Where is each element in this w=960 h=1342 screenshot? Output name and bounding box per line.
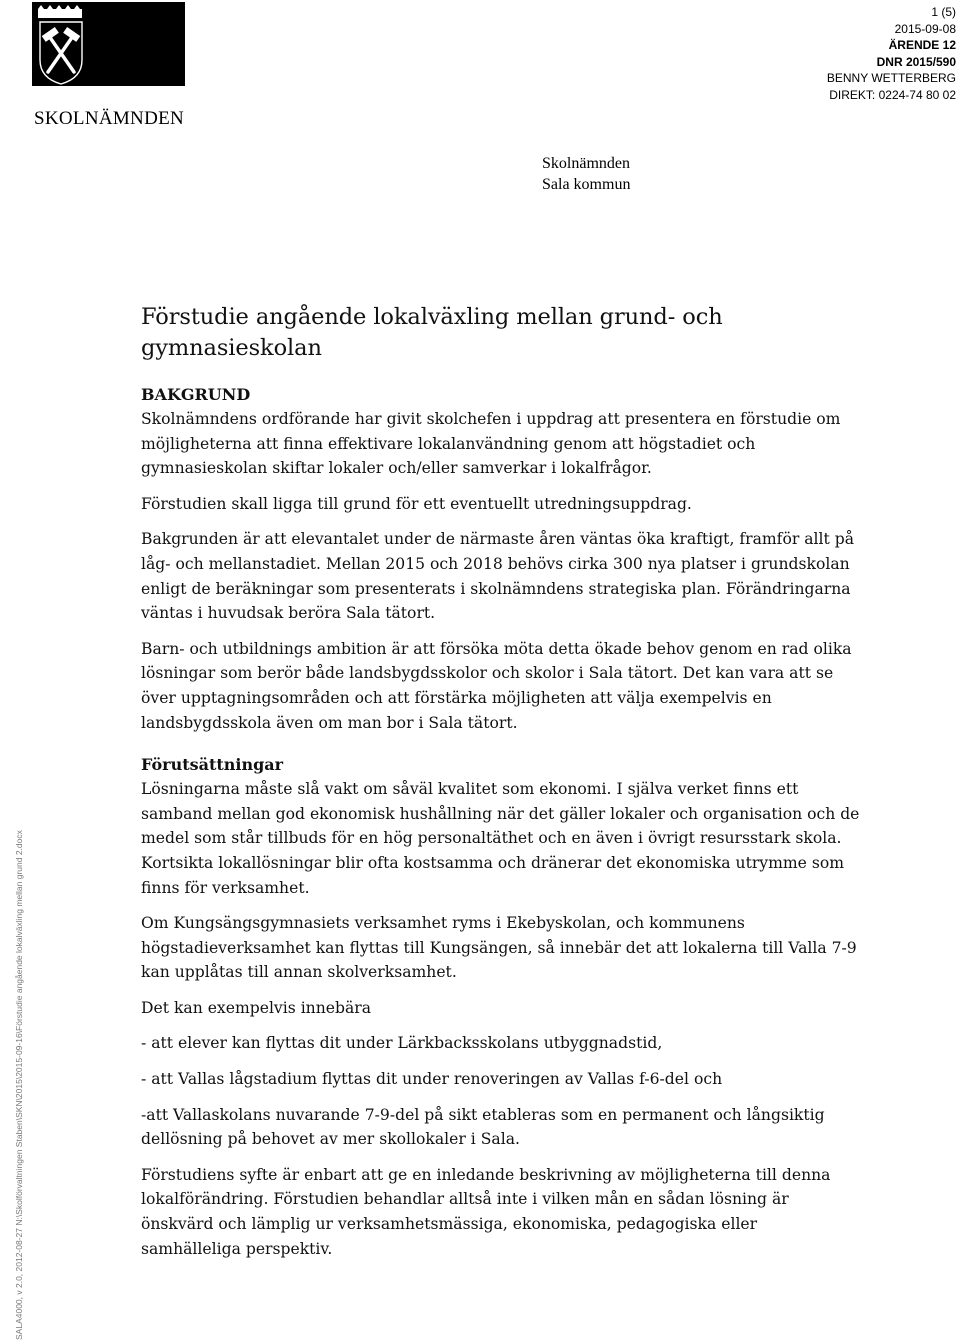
document-body xyxy=(141,383,861,1272)
paragraph: Det kan exempelvis innebära xyxy=(141,998,372,1017)
paragraph: Barn- och utbildnings ambition är att försöka möta detta ökade behov genom en rad olika lösningar som berör både landsbygdsskolor och skolor i Sala tätort. Det kan vara att se över upptagningsområden och att förstärka möjligheten att välja exempelvis en landsbygdsskola även om man bor i Sala tätort. xyxy=(141,639,852,732)
paragraph: Lösningarna måste slå vakt om såväl kvalitet som ekonomi. I själva verket finns ett samband mellan god ekonomisk hushållning när det gäller lokaler och organisation och de medel som står tillbuds för en hög personaltäthet och en även i övrigt resursstark skola. Kortsikta lokallösningar blir ofta kostsamma och dränerar det ekonomiska utrymme som finns för verksamhet. xyxy=(141,780,860,897)
recipient-address xyxy=(542,153,630,195)
document-title: Förstudie angående lokalväxling mellan grund- och gymnasieskolan xyxy=(141,304,723,361)
paragraph: Förstudien skall ligga till grund för ett eventuellt utredningsuppdrag. xyxy=(141,494,692,513)
list-item: - att Vallas lågstadium flyttas dit under renoveringen av Vallas f-6-del och xyxy=(141,1070,723,1089)
direct-phone: DIREKT: 0224-74 80 02 xyxy=(829,87,956,102)
paragraph: Skolnämndens ordförande har givit skolchefen i uppdrag att presentera en förstudie om möjligheterna att finna effektivare lokalanvändning genom att högstadiet och gymnasieskolan skiftar lokaler och/eller samverkar i lokalfrågor. xyxy=(141,410,841,478)
section-heading-conditions: Förutsättningar xyxy=(141,755,284,775)
document-date: 2015-09-08 xyxy=(894,21,956,36)
reference-number: DNR 2015/590 xyxy=(876,54,956,69)
crossed-hammers-coat-of-arms-icon xyxy=(32,2,185,86)
document-metadata xyxy=(827,4,956,103)
page-number: 1 (5) xyxy=(931,5,956,19)
list-item: -att Vallaskolans nuvarande 7-9-del på sikt etableras som en permanent och långsiktig dellösning på behovet av mer skollokaler i Sala. xyxy=(141,1105,825,1149)
paragraph: Förstudiens syfte är enbart att ge en inledande beskrivning av möjligheterna till denna lokalförändring. Förstudien behandlar alltså inte i vilken mån en sådan lösning är önskvärd och lämplig ur verksamhetsmässiga, ekonomiska, pedagogiska eller samhälleliga perspektiv. xyxy=(141,1165,831,1258)
section-heading-background: BAKGRUND xyxy=(141,385,251,404)
municipal-logo xyxy=(32,2,185,86)
recipient-line-2: Sala kommun xyxy=(542,176,631,193)
template-file-path: SALA4000, v 2.0, 2012-08-27 N:\Skolförvaltningen Staben\SKN\2015\2015-09-16\Förstudie angående lokalväxling mellan grund 2.docx xyxy=(14,830,24,1340)
author-name: BENNY WETTERBERG xyxy=(826,71,956,85)
recipient-line-1: Skolnämnden xyxy=(542,155,630,172)
list-item: - att elever kan flyttas dit under Lärkbacksskolans utbyggnadstid, xyxy=(141,1034,663,1053)
agenda-item: ÄRENDE 12 xyxy=(888,38,956,52)
paragraph: Bakgrunden är att elevantalet under de närmaste åren väntas öka kraftigt, framför allt på låg- och mellanstadiet. Mellan 2015 och 2018 behövs cirka 300 nya platser i grundskolan enligt de beräkningar som presenterats i skolnämndens strategiska plan. Förändringarna väntas i huvudsak beröra Sala tätort. xyxy=(141,530,855,623)
department-name: SKOLNÄMNDEN xyxy=(34,108,185,129)
paragraph: Om Kungsängsgymnasiets verksamhet ryms i Ekebyskolan, och kommunens högstadieverksamhet kan flyttas till Kungsängen, så innebär det att lokalerna till Valla 7-9 kan upplåtas till annan skolverksamhet. xyxy=(141,914,857,982)
